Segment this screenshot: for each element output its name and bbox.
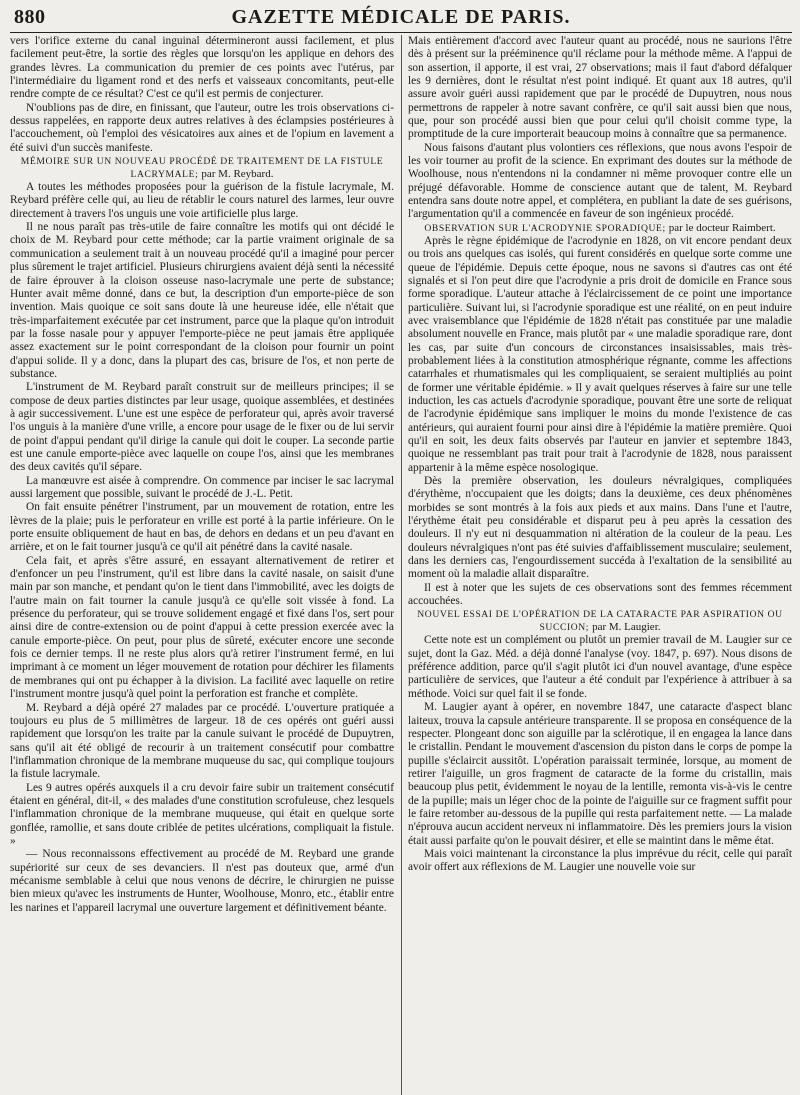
section-author: par M. Laugier. <box>592 621 661 634</box>
section-title <box>10 155 394 181</box>
journal-title: GAZETTE MÉDICALE DE PARIS. <box>231 6 571 28</box>
paragraph: A toutes les méthodes proposées pour la guérison de la fistule lacrymale, M. Reybard préfère celle qui, au lieu de rétablir le cours naturel des larmes, leur ouvre directement à travers l'os unguis une voie artificielle plus large. <box>10 181 394 220</box>
paragraph: — Nous reconnaissons effectivement au procédé de M. Reybard une grande supériorité sur ceux de ses devanciers. Il n'est pas douteux que, armé d'un mécanisme semblable à celui que nous venons de décrire, le chirurgien ne puisse bien mieux qu'avec les instruments de Hunter, Woolhouse, Monro, etc., établir entre les narines et l'appareil lacrymal une ouverture largement et définitivement béante. <box>10 848 394 914</box>
paragraph: Nous faisons d'autant plus volontiers ces réflexions, que nous avons l'espoir de les voir tourner au profit de la science. En exprimant des doutes sur la méthode de Woolhouse, nous n'entendons ni la condamner ni même provoquer contre elle un préjugé défavorable. Homme de conscience autant que de talent, M. Reybard entendra sans doute notre appel, et complétera, en publiant la date de ses guérisons, l'argumentation qu'il a commencée en faveur de son ingénieux procédé. <box>408 141 792 221</box>
paragraph: La manœuvre est aisée à comprendre. On commence par inciser le sac lacrymal aussi largement que possible, suivant le procédé de J.-L. Petit. <box>10 474 394 500</box>
section-title <box>408 222 792 235</box>
paragraph: Cela fait, et après s'être assuré, en essayant alternativement de retirer et d'enfoncer un peu l'instrument, qu'il est libre dans la cavité nasale, on saisit d'une main par son manche, et pendant qu'on le tient dans l'immobilité, avec les doigts de l'autre main on fait tourner la canule jusqu'à ce qu'elle soit vissée à fond. La présence du perforateur, qui se trouve solidement engagé et fixé dans l'os, sert pour ainsi dire de contre-extension ou de point d'appui à cette pression exercée avec la canule emporte-pièce. On peut, pour plus de sûreté, exécuter encore une seconde fois ce dernier temps. Il ne reste plus alors qu'à retirer l'instrument fermé, en lui imprimant à ce moment un léger mouvement de rotation pour déchirer les filaments de membranes qui ont pu échapper à la division. La facilité avec laquelle on retire l'instrument montre jusqu'à quel point la perforation est franche et complète. <box>10 554 394 701</box>
paragraph: vers l'orifice externe du canal inguinal détermineront aussi facilement, et plus facilement peut-être, la sortie des règles que lorsqu'on les applique en dehors des grandes lèvres. La communication du premier de ces points avec l'utérus, par l'intermédiaire du ligament rond et des nerfs et vaisseaux concomitants, peut-elle rendre compte de ce résultat? C'est ce qu'il est permis de conjecturer. <box>10 35 394 101</box>
paragraph: Cette note est un complément ou plutôt un premier travail de M. Laugier sur ce sujet, dont la Gaz. Méd. a déjà donné l'analyse (voy. 1847, p. 697). Nous disons de préférence addition, parce qu'il s'agit plutôt ici d'un nouvel avantage, d'une espèce particulière de services, que l'auteur a été conduit par l'expérience à attribuer à sa méthode. Voici sur quel fait il se fonde. <box>408 634 792 700</box>
column-divider <box>401 35 402 1095</box>
paragraph: Après le règne épidémique de l'acrodynie en 1828, on vit encore pendant deux ou trois ans quelques cas isolés, qui furent considérés en quelque sorte comme une queue de l'épidémie. Depuis cette époque, nous ne savons si d'autres cas ont été signalés et si l'on peut dire que l'acrodynie a pris droit de domicile en France sous forme sporadique. L'auteur attache à l'éclaircissement de ce point une importance particulière. Suivant lui, si l'acrodynie sporadique est une réalité, on en peut induire avec vraisemblance que l'épidémie de 1828 n'était pas constituée par une maladie absolument nouvelle en France, mais plutôt par « une maladie sporadique rare, dont les cas, par suite d'un concours de circonstances insaisissables, mais très-probablement liées à la constitution atmosphérique régnante, comme les affections catarrhales et rhumatismales qui les compliquaient, se seraient multipliés au point de former une véritable épidémie. » Il y avait quelques réserves à faire sur une telle induction, les cas actuels d'acrodynie sporadique, pouvant être une sorte de reliquat de l'acrodynie épidémique sans impliquer le moins du monde l'existence de cas antérieurs, qui auraient fourni pour ainsi dire à l'épidémie la matière première. Quoi qu'il en soit, les deux faits observés par l'auteur en janvier et septembre 1843, quoique ne ressemblant pas trait pour trait à l'acrodynie de 1828, nous paraissent appartenir à la même espèce nosologique. <box>408 234 792 474</box>
paragraph: M. Reybard a déjà opéré 27 malades par ce procédé. L'ouverture pratiquée a toujours eu plus de 5 millimètres de largeur. 18 de ces opérés ont guéri aussi rapidement que lorsqu'on les traite par la canule suivant le procédé de Dupuytren, sans qu'il ait été obligé de recourir à un traitement consécutif pour combattre l'inflammation chronique de la membrane muqueuse du sac, qui complique toujours la fistule lacrymale. <box>10 701 394 781</box>
paragraph: Mais entièrement d'accord avec l'auteur quant au procédé, nous ne saurions l'être dès à présent sur la prééminence qu'il réclame pour la méthode même. A l'appui de son assertion, il apporte, il est vrai, 27 observations; mais il faut d'abord défalquer les 9 dernières, dont le résultat n'est point indiqué. Et quant aux 18 autres, qu'il assure avoir guéri aussi rapidement que par le procédé de Dupuytren, nous nous permettrons de rappeler à notre savant confrère, ce qu'il sait aussi bien que nous, que, pour son procédé aussi bien que pour celui qu'il choisit comme type, la promptitude de la cure importerait beaucoup moins à connaître que sa permanence. <box>408 35 792 141</box>
paragraph: L'instrument de M. Reybard paraît construit sur de meilleurs principes; il se compose de deux parties distinctes par leur usage, quoique assemblées, et destinées à agir successivement. L'une est une espèce de perforateur qui, après avoir traversé l'os unguis à la manière d'une vrille, a encore pour usage de le fixer ou de lui servir de point d'appui pendant qu'il dirige la canule qui doit le couper. La seconde partie est une canule emporte-pièce avec laquelle on coupe l'os, ainsi que les membranes des deux cavités qu'il sépare. <box>10 381 394 474</box>
paragraph: Il ne nous paraît pas très-utile de faire connaître les motifs qui ont décidé le choix de M. Reybard pour cette méthode; car la partie vraiment originale de sa communication a seulement trait à un nouveau procédé qu'il a imaginé pour percer plus sûrement le trajet artificiel. Plusieurs chirurgiens avaient déjà senti la nécessité de faire éprouver à la cloison osseuse naso-lacrymale une perte de substance; Hunter avait même donné, dans ce but, la description d'un emporte-pièce de son invention. Mais quoique ce soit sans doute là une heureuse idée, elle n'était que très-imparfaitement exécutée par cet instrument, parce que la plaque qu'on introduit par la fosse nasale pour y appuyer l'emporte-pièce ne peut jamais être appliquée assez exactement sur le point correspondant de la cloison pour fournir un point d'appui solide. Il y a donc, dans la plupart des cas, brisure de l'os, et non perte de substance. <box>10 221 394 380</box>
section-author: par le docteur Raimbert. <box>668 221 776 234</box>
section-title-text: OBSERVATION SUR L'ACRODYNIE SPORADIQUE; <box>424 222 666 234</box>
two-column-body <box>10 35 792 1095</box>
page-number: 880 <box>14 6 46 28</box>
right-column <box>408 35 792 1095</box>
paragraph: N'oublions pas de dire, en finissant, que l'auteur, outre les trois observations ci-dessus rappelées, en rapporte deux autres relatives à des éclampsies postérieures à l'accouchement, où l'emploi des vésicatoires aux aines et de l'opium en lavement a été suivi d'un succès manifeste. <box>10 101 394 154</box>
section-title-text: NOUVEL ESSAI DE L'OPÉRATION DE LA CATARACTE PAR ASPIRATION OU SUCCION; <box>417 609 783 634</box>
page-header <box>10 6 792 33</box>
left-column <box>10 35 394 1095</box>
paragraph: Mais voici maintenant la circonstance la plus imprévue du récit, celle qui paraît avoir offert aux réflexions de M. Laugier une nouvelle voie sur <box>408 847 792 874</box>
section-title-text: MÉMOIRE SUR UN NOUVEAU PROCÉDÉ DE TRAITEMENT DE LA FISTULE LACRYMALE; <box>20 156 384 181</box>
paragraph: M. Laugier ayant à opérer, en novembre 1847, une cataracte d'aspect blanc laiteux, trouva la capsule antérieure transparente. Il se proposa en conséquence de la respecter. Plongeant donc son aiguille par la sclérotique, il en engagea la lance dans le cristallin. Pendant le mouvement d'ascension du piston dans le corps de pompe la pupille s'éclaircit aussitôt. L'opération paraissait terminée, lorsque, au moment de retirer l'aiguille, un gros fragment de cataracte de la forme du cristallin, mais beaucoup plus petit, évidemment le noyau de la lentille, remonta vis-à-vis le centre de la pupille; mais un léger choc de la pointe de l'aiguille sur ce fragment suffit pour le faire retomber au-dessous de la pupille qui resta parfaitement nette. — La malade n'éprouva aucun accident nerveux ni inflammatoire. Dès les premiers jours la vision était aussi parfaite qu'on le pouvait désirer, et elle se maintint dans le même état. <box>408 701 792 847</box>
paragraph: Les 9 autres opérés auxquels il a cru devoir faire subir un traitement consécutif étaient en général, dit-il, « des malades d'une constitution scrofuleuse, chez lesquels l'inflammation chronique de la membrane muqueuse, qui était en quelque sorte gonflée, ramollie, et sans doute criblée de petites ulcérations, compliquait la fistule. » <box>10 781 394 847</box>
section-author: par M. Reybard. <box>201 168 274 181</box>
paragraph: On fait ensuite pénétrer l'instrument, par un mouvement de rotation, entre les lèvres de la plaie; puis le perforateur en vrille est porté à la partie inférieure. On le porte ensuite obliquement de haut en bas, de dehors en dedans et un peu d'avant en arrière, et on le fait tourner jusqu'à ce qu'il ait pénétré dans la cavité nasale. <box>10 501 394 554</box>
paragraph: Dès la première observation, les douleurs névralgiques, compliquées d'érythème, n'occupaient que les doigts; dans la deuxième, ces deux phénomènes morbides se sont montrés à la fois aux pieds et aux mains. Dans l'une et l'autre, l'érythème était peu considérable et disparut peu à peu après la cessation des douleurs. Il n'y eut ni desquammation ni altération de la couleur de la peau. Les douleurs névralgiques n'ont pas été suivies d'affaiblissement musculaire; seulement, dans les derniers cas, l'engourdissement succéda à l'exaltation de la sensibilité au moment où la maladie allait disparaître. <box>408 475 792 581</box>
section-title <box>408 608 792 634</box>
paragraph: Il est à noter que les sujets de ces observations sont des femmes récemment accouchées. <box>408 581 792 608</box>
